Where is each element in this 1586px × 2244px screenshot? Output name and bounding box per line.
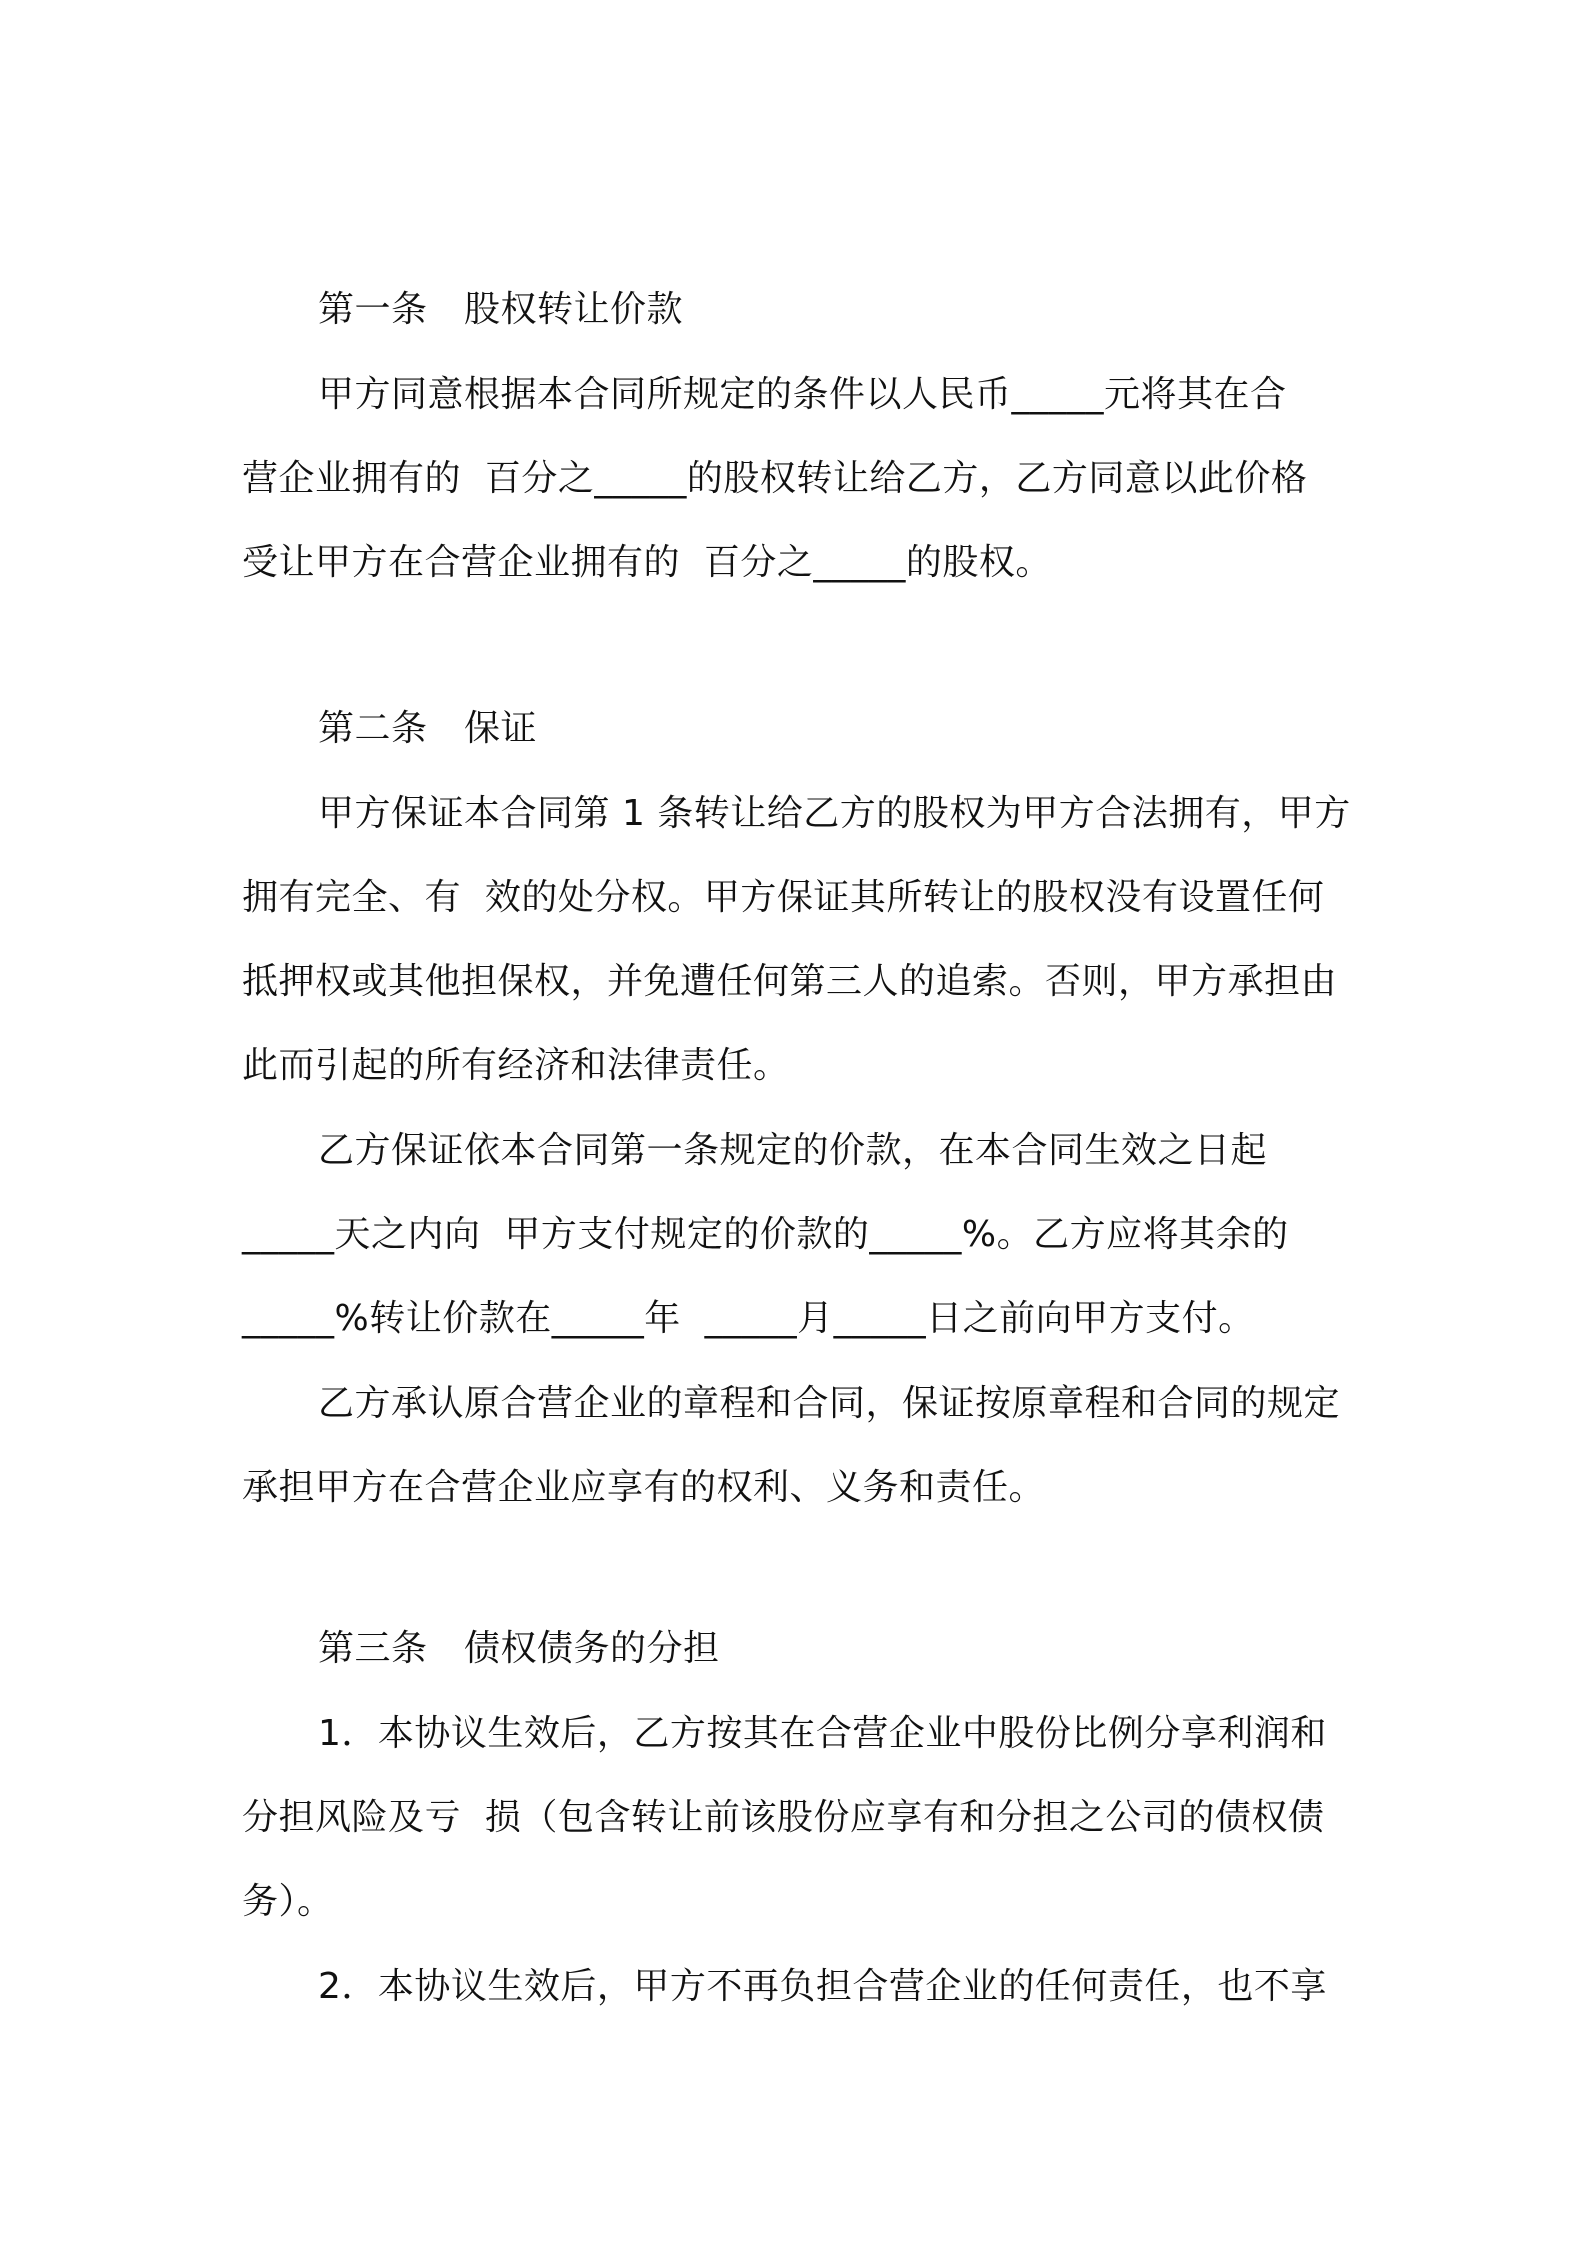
section-1-para-1-line-1: 甲方同意根据本合同所规定的条件以人民币_____元将其在合 <box>318 374 1287 415</box>
section-3-para-1-line-2: 分担风险及亏 损（包含转让前该股份应享有和分担之公司的债权债 <box>242 1797 1325 1838</box>
section-2-para-1-line-3: 抵押权或其他担保权，并免遭任何第三人的追索。否则，甲方承担由 <box>242 961 1338 1002</box>
section-3-heading: 第三条 债权债务的分担 <box>318 1628 720 1669</box>
section-1-para-1-line-2: 营企业拥有的 百分之_____的股权转让给乙方，乙方同意以此价格 <box>242 458 1308 499</box>
section-3-para-2-line-1: 2．本协议生效后，甲方不再负担合营企业的任何责任，也不享 <box>318 1966 1327 2007</box>
section-2-para-1-line-1: 甲方保证本合同第 1 条转让给乙方的股权为甲方合法拥有，甲方 <box>318 793 1351 834</box>
section-2-para-2-line-1: 乙方保证依本合同第一条规定的价款，在本合同生效之日起 <box>318 1130 1268 1171</box>
section-3-para-1-line-1: 1．本协议生效后，乙方按其在合营企业中股份比例分享利润和 <box>318 1713 1327 1754</box>
section-2-para-3-line-2: 承担甲方在合营企业应享有的权利、义务和责任。 <box>242 1467 1046 1508</box>
section-2-para-2-line-3: _____%转让价款在_____年 _____月_____日之前向甲方支付。 <box>242 1298 1255 1339</box>
section-2-heading: 第二条 保证 <box>318 708 538 749</box>
section-2-para-1-line-4: 此而引起的所有经济和法律责任。 <box>242 1045 790 1086</box>
section-2-para-3-line-1: 乙方承认原合营企业的章程和合同，保证按原章程和合同的规定 <box>318 1383 1341 1424</box>
section-3-para-1-line-3: 务）。 <box>242 1881 334 1922</box>
section-1-para-1-line-3: 受让甲方在合营企业拥有的 百分之_____的股权。 <box>242 542 1052 583</box>
section-2-para-2-line-2: _____天之内向 甲方支付规定的价款的_____%。乙方应将其余的 <box>242 1214 1289 1255</box>
section-1-heading: 第一条 股权转让价款 <box>318 289 684 330</box>
section-2-para-1-line-2: 拥有完全、有 效的处分权。甲方保证其所转让的股权没有设置任何 <box>242 877 1325 918</box>
